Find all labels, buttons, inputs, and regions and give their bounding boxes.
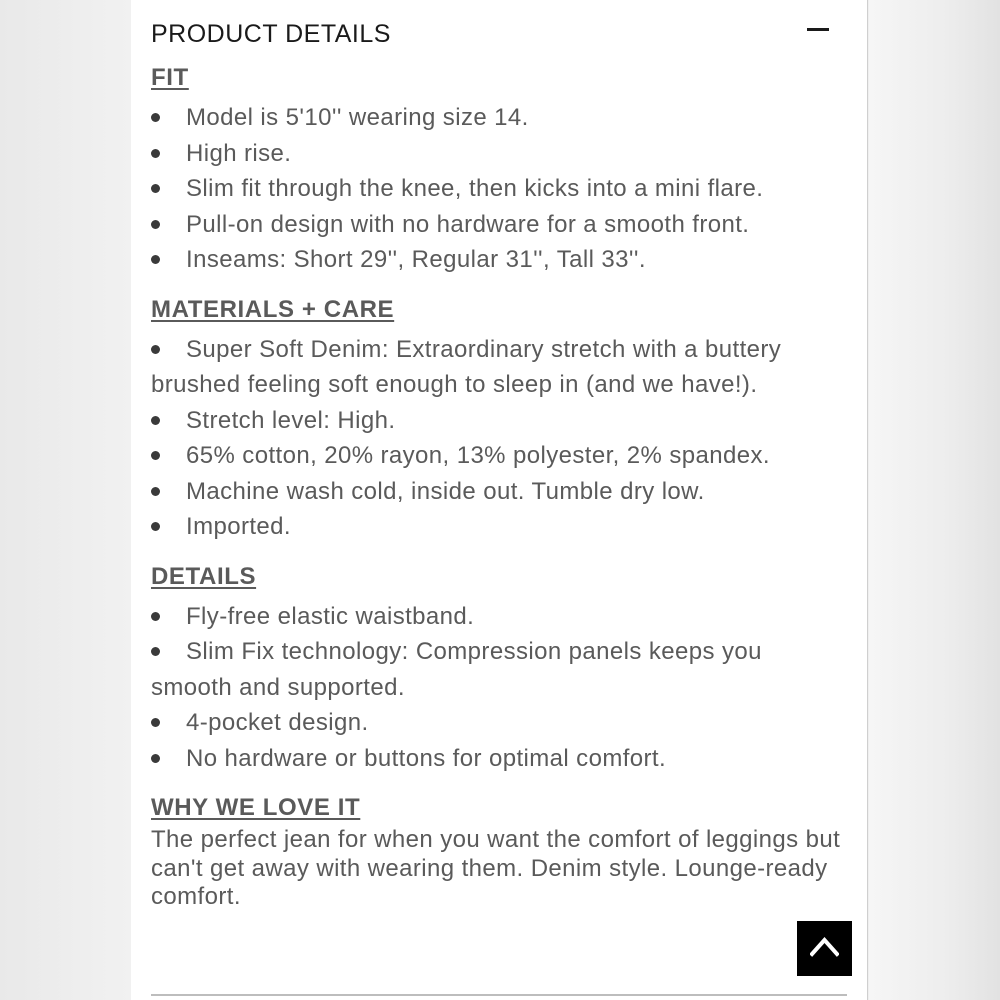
- list-item: Slim fit through the knee, then kicks into a mini flare.: [151, 171, 841, 207]
- list-item: Fly-free elastic waistband.: [151, 599, 841, 635]
- details-content: [151, 60, 841, 912]
- list-item: Imported.: [151, 509, 841, 545]
- chevron-up-icon: [810, 935, 839, 957]
- list-item: Slim Fix technology: Compression panels keeps you smooth and supported.: [151, 634, 841, 705]
- list-item: High rise.: [151, 136, 841, 172]
- section-heading-details: DETAILS: [151, 562, 257, 590]
- section-divider: [151, 994, 847, 996]
- list-item: Pull-on design with no hardware for a smooth front.: [151, 207, 841, 243]
- list-item: Machine wash cold, inside out. Tumble dry low.: [151, 474, 841, 510]
- product-details-panel: [131, 0, 868, 1000]
- section-heading-fit: FIT: [151, 64, 189, 91]
- section-heading-why-we-love-it: WHY WE LOVE IT: [151, 794, 361, 821]
- list-item: Model is 5'10'' wearing size 14.: [151, 100, 841, 136]
- minus-icon[interactable]: [805, 18, 831, 44]
- why-we-love-it-text: The perfect jean for when you want the comfort of leggings but can't get away with wearing them. Denim style. Lounge-ready comfort.: [151, 826, 841, 910]
- list-item: 4-pocket design.: [151, 705, 841, 741]
- back-to-top-button[interactable]: [797, 921, 852, 976]
- list-item: Stretch level: High.: [151, 403, 841, 439]
- section-heading-materials: MATERIALS + CARE: [151, 295, 395, 323]
- accordion-header[interactable]: [151, 18, 831, 50]
- list-item: No hardware or buttons for optimal comfort.: [151, 741, 841, 777]
- panel-title: PRODUCT DETAILS: [151, 20, 391, 48]
- list-item: Super Soft Denim: Extraordinary stretch with a buttery brushed feeling soft enough to sleep in (and we have!).: [151, 332, 841, 403]
- details-list: [151, 599, 841, 777]
- background-left: [0, 0, 131, 1000]
- background-right: [869, 0, 1000, 1000]
- list-item: Inseams: Short 29'', Regular 31'', Tall 33''.: [151, 242, 841, 278]
- fit-list: [151, 100, 841, 278]
- materials-list: [151, 332, 841, 545]
- list-item: 65% cotton, 20% rayon, 13% polyester, 2% spandex.: [151, 438, 841, 474]
